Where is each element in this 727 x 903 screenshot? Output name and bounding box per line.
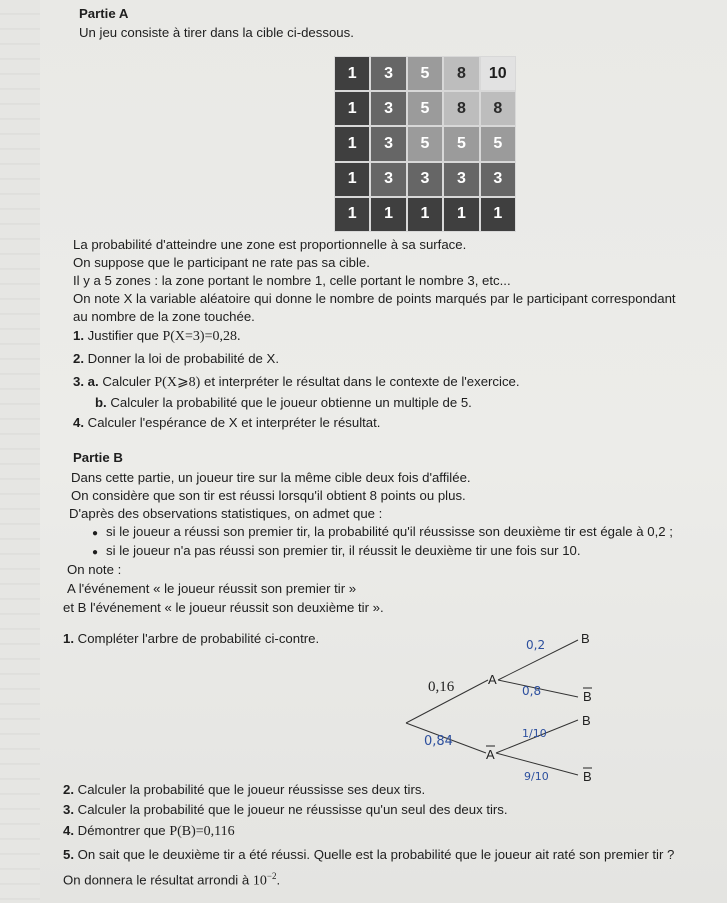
bullet-item-2: si le joueur n'a pas réussi son premier tir, il réussit le deuxième tir une fois sur 10. [106,543,581,558]
node-bbar-2: B [583,769,592,784]
grid-cell: 3 [370,162,406,197]
question-number: 2. [63,782,74,797]
node-b-1: B [581,631,590,646]
question-number: b. [95,395,107,410]
math-exponent: −2 [266,871,277,881]
grid-cell: 3 [370,126,406,161]
question-text: Calculer la probabilité que le joueur réussisse ses deux tirs. [77,782,426,797]
para-define-x-cont: au nombre de la zone touchée. [73,309,255,324]
question-b3 [63,802,508,818]
question-a3b [95,395,472,411]
question-text: Calculer [102,374,151,389]
question-number: 2. [73,351,84,366]
node-b-2: B [582,713,591,728]
part-a-heading: Partie A [79,6,129,21]
part-b-line1: Dans cette partie, un joueur tire sur la même cible deux fois d'affilée. [71,470,471,485]
question-text: On donnera le résultat arrondi à [63,872,250,888]
grid-cell: 5 [443,126,479,161]
bullet-dot: ● [92,547,99,558]
question-text: Calculer l'espérance de X et interpréter le résultat. [87,415,381,430]
target-grid [334,56,516,232]
math-base: 10 [252,873,267,889]
prob-bbar-given-a-handwritten: 0,8 [522,684,542,698]
question-a3a [73,374,520,391]
bullet-dot: ● [92,528,99,539]
question-a2 [73,351,279,367]
prob-b-given-abar-handwritten: 1/10 [522,727,547,740]
question-number: 3. [63,802,74,817]
notebook-margin [0,0,40,903]
question-text: Justifier que [87,328,159,343]
question-text: Donner la loi de probabilité de X. [87,351,280,366]
question-text: Calculer la probabilité que le joueur ne réussisse qu'un seul des deux tirs. [77,802,508,817]
node-bbar-1: B [583,689,592,704]
para-define-x: On note X la variable aléatoire qui donne le nombre de points marqués par le participant correspondant [73,291,676,306]
math-expression: P(X=3)=0,28. [162,329,241,344]
question-text: Démontrer que [77,823,166,838]
grid-cell: 3 [370,56,406,91]
grid-cell: 10 [480,56,516,91]
grid-cell: 1 [334,91,370,126]
prob-a: 0,16 [428,679,455,695]
node-abar: A [486,747,495,762]
probability-tree [400,625,615,795]
question-a1 [73,328,240,345]
grid-cell: 3 [480,162,516,197]
grid-cell: 3 [407,162,443,197]
question-b1 [63,631,319,647]
grid-cell: 3 [370,91,406,126]
bullet-item-1: si le joueur a réussi son premier tir, la probabilité qu'il réussisse son deuxième tir est égale à 0,2 ; [106,524,673,539]
grid-cell: 1 [480,197,516,232]
prob-b-given-a-handwritten: 0,2 [526,638,546,652]
grid-cell: 3 [443,162,479,197]
grid-cell: 5 [407,126,443,161]
sentence-end: . [276,872,281,888]
grid-cell: 8 [443,91,479,126]
node-a: A [488,672,497,687]
question-number: 1. [63,631,74,646]
question-number: 4. [63,823,74,838]
definition-a: A l'événement « le joueur réussit son premier tir » [67,581,357,596]
question-text: Compléter l'arbre de probabilité ci-contre. [77,631,320,646]
grid-cell: 5 [407,91,443,126]
question-text: On sait que le deuxième tir a été réussi. Quelle est la probabilité que le joueur ait raté son premier tir ? [77,847,675,862]
question-number: 1. [73,328,84,343]
grid-cell: 5 [480,126,516,161]
question-b4 [63,823,235,840]
grid-cell: 1 [443,197,479,232]
prob-bbar-given-abar-handwritten: 9/10 [524,770,549,783]
question-a4 [73,415,380,431]
definition-b: et B l'événement « le joueur réussit son deuxième tir ». [63,600,384,615]
grid-cell: 1 [407,197,443,232]
question-b2 [63,782,425,798]
para-probability: La probabilité d'atteindre une zone est proportionnelle à sa surface. [73,237,467,252]
math-expression: P(B)=0,116 [169,824,235,839]
part-b-line3: D'après des observations statistiques, on admet que : [69,506,383,521]
grid-cell: 1 [334,162,370,197]
grid-cell: 1 [334,126,370,161]
para-suppose: On suppose que le participant ne rate pas sa cible. [73,255,370,270]
question-text-rest: et interpréter le résultat dans le contexte de l'exercice. [204,374,520,389]
grid-cell: 8 [443,56,479,91]
part-a-intro: Un jeu consiste à tirer dans la cible ci-dessous. [79,25,354,40]
grid-cell: 5 [407,56,443,91]
prob-abar-handwritten: 0,84 [424,734,453,749]
grid-cell: 1 [370,197,406,232]
math-expression: P(X⩾8) [154,375,201,390]
part-b-heading: Partie B [73,450,123,465]
grid-cell: 1 [334,56,370,91]
question-number: 4. [73,415,84,430]
question-number: 5. [63,847,74,862]
question-b5-rounding [63,868,280,889]
note-label: On note : [67,562,122,577]
grid-cell: 8 [480,91,516,126]
part-b-line2: On considère que son tir est réussi lorsqu'il obtient 8 points ou plus. [71,488,466,503]
para-zones: Il y a 5 zones : la zone portant le nombre 1, celle portant le nombre 3, etc... [73,273,511,288]
question-text: Calculer la probabilité que le joueur obtienne un multiple de 5. [110,395,472,410]
question-number: 3. a. [73,374,99,389]
question-b5 [63,847,674,863]
grid-cell: 1 [334,197,370,232]
